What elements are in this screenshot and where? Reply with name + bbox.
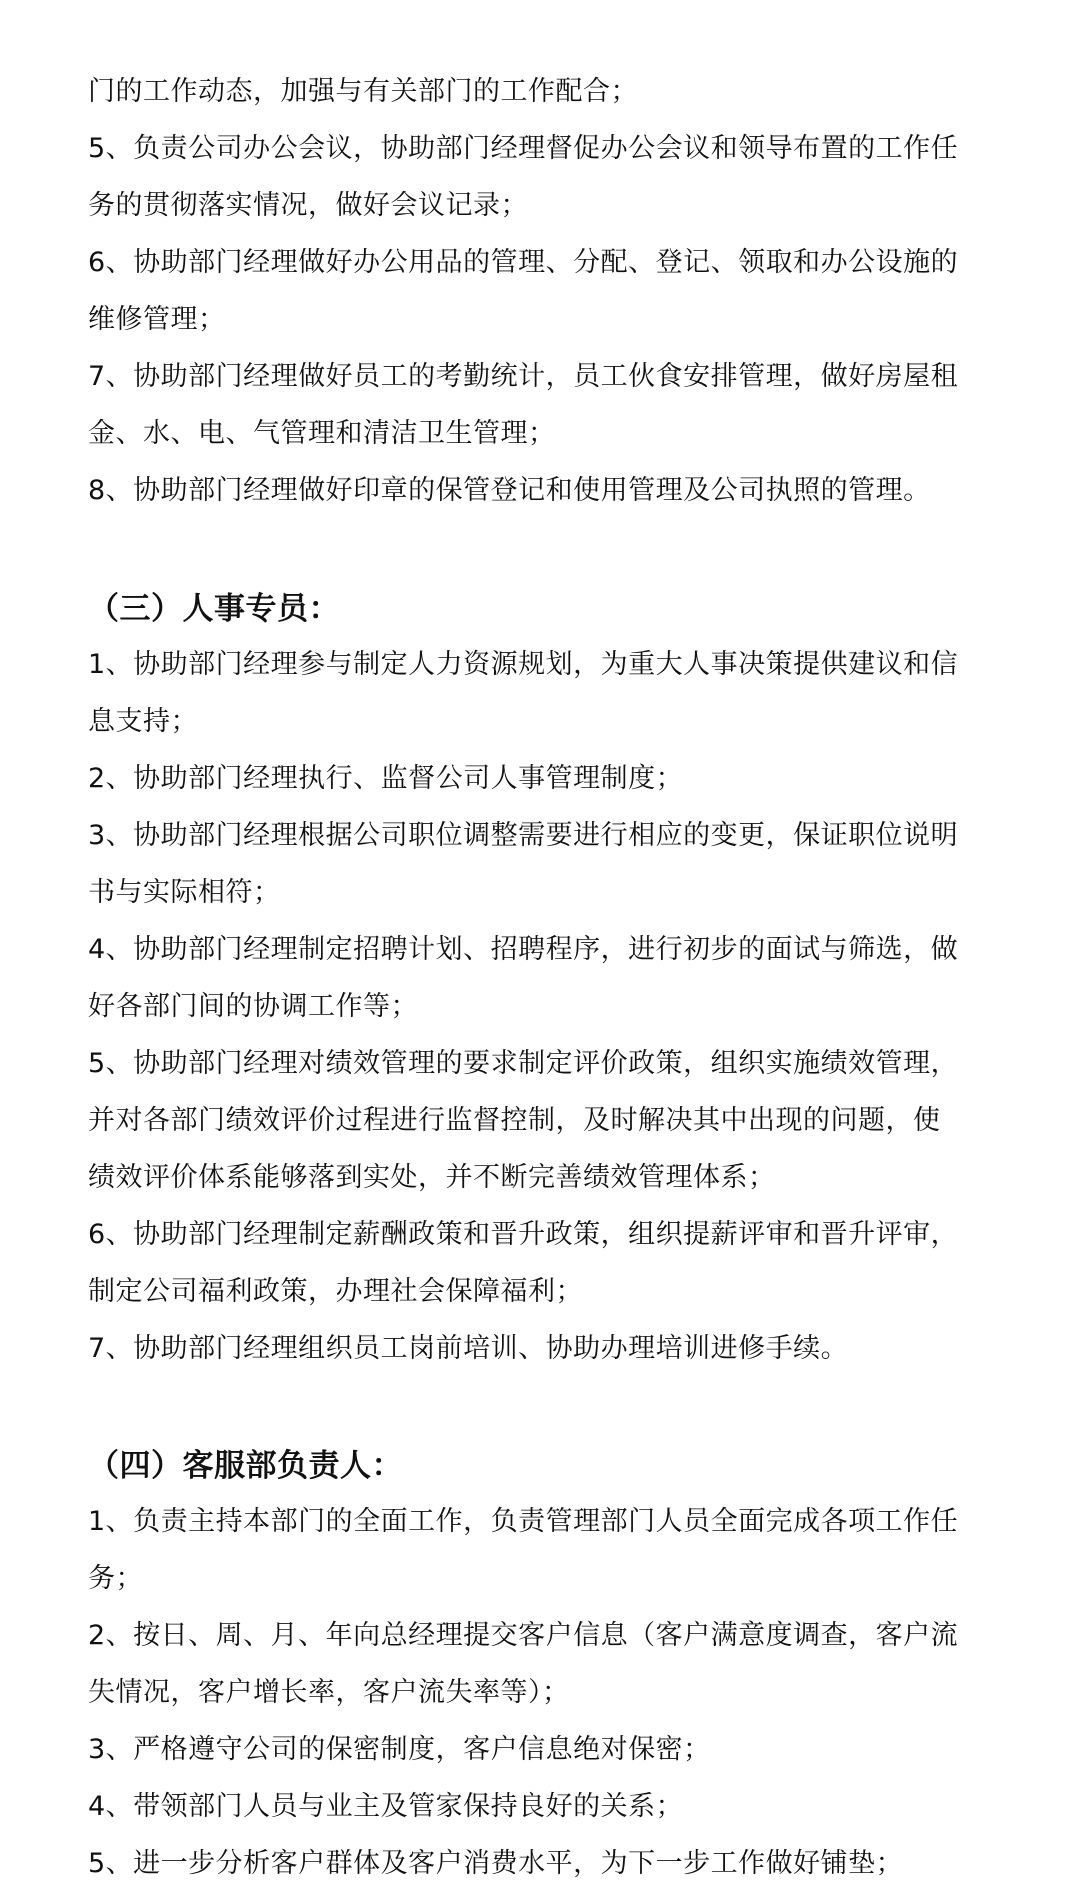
text-line: 绩效评价体系能够落到实处，并不断完善绩效管理体系； [88, 1162, 776, 1193]
text-line: 6、协助部门经理做好办公用品的管理、分配、登记、领取和办公设施的 [88, 247, 959, 278]
text-line: 1、负责主持本部门的全面工作，负责管理部门人员全面完成各项工作任 [88, 1506, 959, 1537]
text-line: 7、协助部门经理组织员工岗前培训、协助办理培训进修手续。 [88, 1333, 849, 1364]
text-line: 8、协助部门经理做好印章的保管登记和使用管理及公司执照的管理。 [88, 475, 931, 506]
text-line: 务的贯彻落实情况，做好会议记录； [88, 190, 528, 221]
text-line: 3、严格遵守公司的保密制度，客户信息绝对保密； [88, 1734, 711, 1765]
text-line: 5、负责公司办公会议，协助部门经理督促办公会议和领导布置的工作任 [88, 133, 959, 164]
text-line: 5、进一步分析客户群体及客户消费水平，为下一步工作做好铺垫； [88, 1848, 904, 1879]
text-line: 并对各部门绩效评价过程进行监督控制，及时解决其中出现的问题，使 [88, 1105, 941, 1136]
text-line: 金、水、电、气管理和清洁卫生管理； [88, 418, 556, 449]
text-line: 4、协助部门经理制定招聘计划、招聘程序，进行初步的面试与筛选，做 [88, 934, 959, 965]
text-line: 3、协助部门经理根据公司职位调整需要进行相应的变更，保证职位说明 [88, 820, 959, 851]
text-line: 制定公司福利政策，办理社会保障福利； [88, 1276, 583, 1307]
section-heading-customer-service-lead: （四）客服部负责人： [88, 1448, 403, 1484]
text-line: 息支持； [88, 706, 198, 737]
text-line: 7、协助部门经理做好员工的考勤统计，员工伙食安排管理，做好房屋租 [88, 361, 959, 392]
text-line: 好各部门间的协调工作等； [88, 991, 418, 1022]
text-line: 4、带领部门人员与业主及管家保持良好的关系； [88, 1791, 684, 1822]
text-line: 5、协助部门经理对绩效管理的要求制定评价政策，组织实施绩效管理， [88, 1048, 959, 1079]
text-line: 2、按日、周、月、年向总经理提交客户信息（客户满意度调查，客户流 [88, 1620, 959, 1651]
text-line: 2、协助部门经理执行、监督公司人事管理制度； [88, 763, 684, 794]
text-line: 失情况，客户增长率，客户流失率等）； [88, 1677, 570, 1708]
text-line: 书与实际相符； [88, 877, 281, 908]
section-heading-hr-specialist: （三）人事专员： [88, 591, 340, 627]
text-line: 门的工作动态，加强与有关部门的工作配合； [88, 76, 638, 107]
text-line: 1、协助部门经理参与制定人力资源规划，为重大人事决策提供建议和信 [88, 649, 959, 680]
text-line: 务； [88, 1563, 143, 1594]
text-line: 6、协助部门经理制定薪酬政策和晋升政策，组织提薪评审和晋升评审， [88, 1219, 959, 1250]
text-line: 维修管理； [88, 304, 226, 335]
